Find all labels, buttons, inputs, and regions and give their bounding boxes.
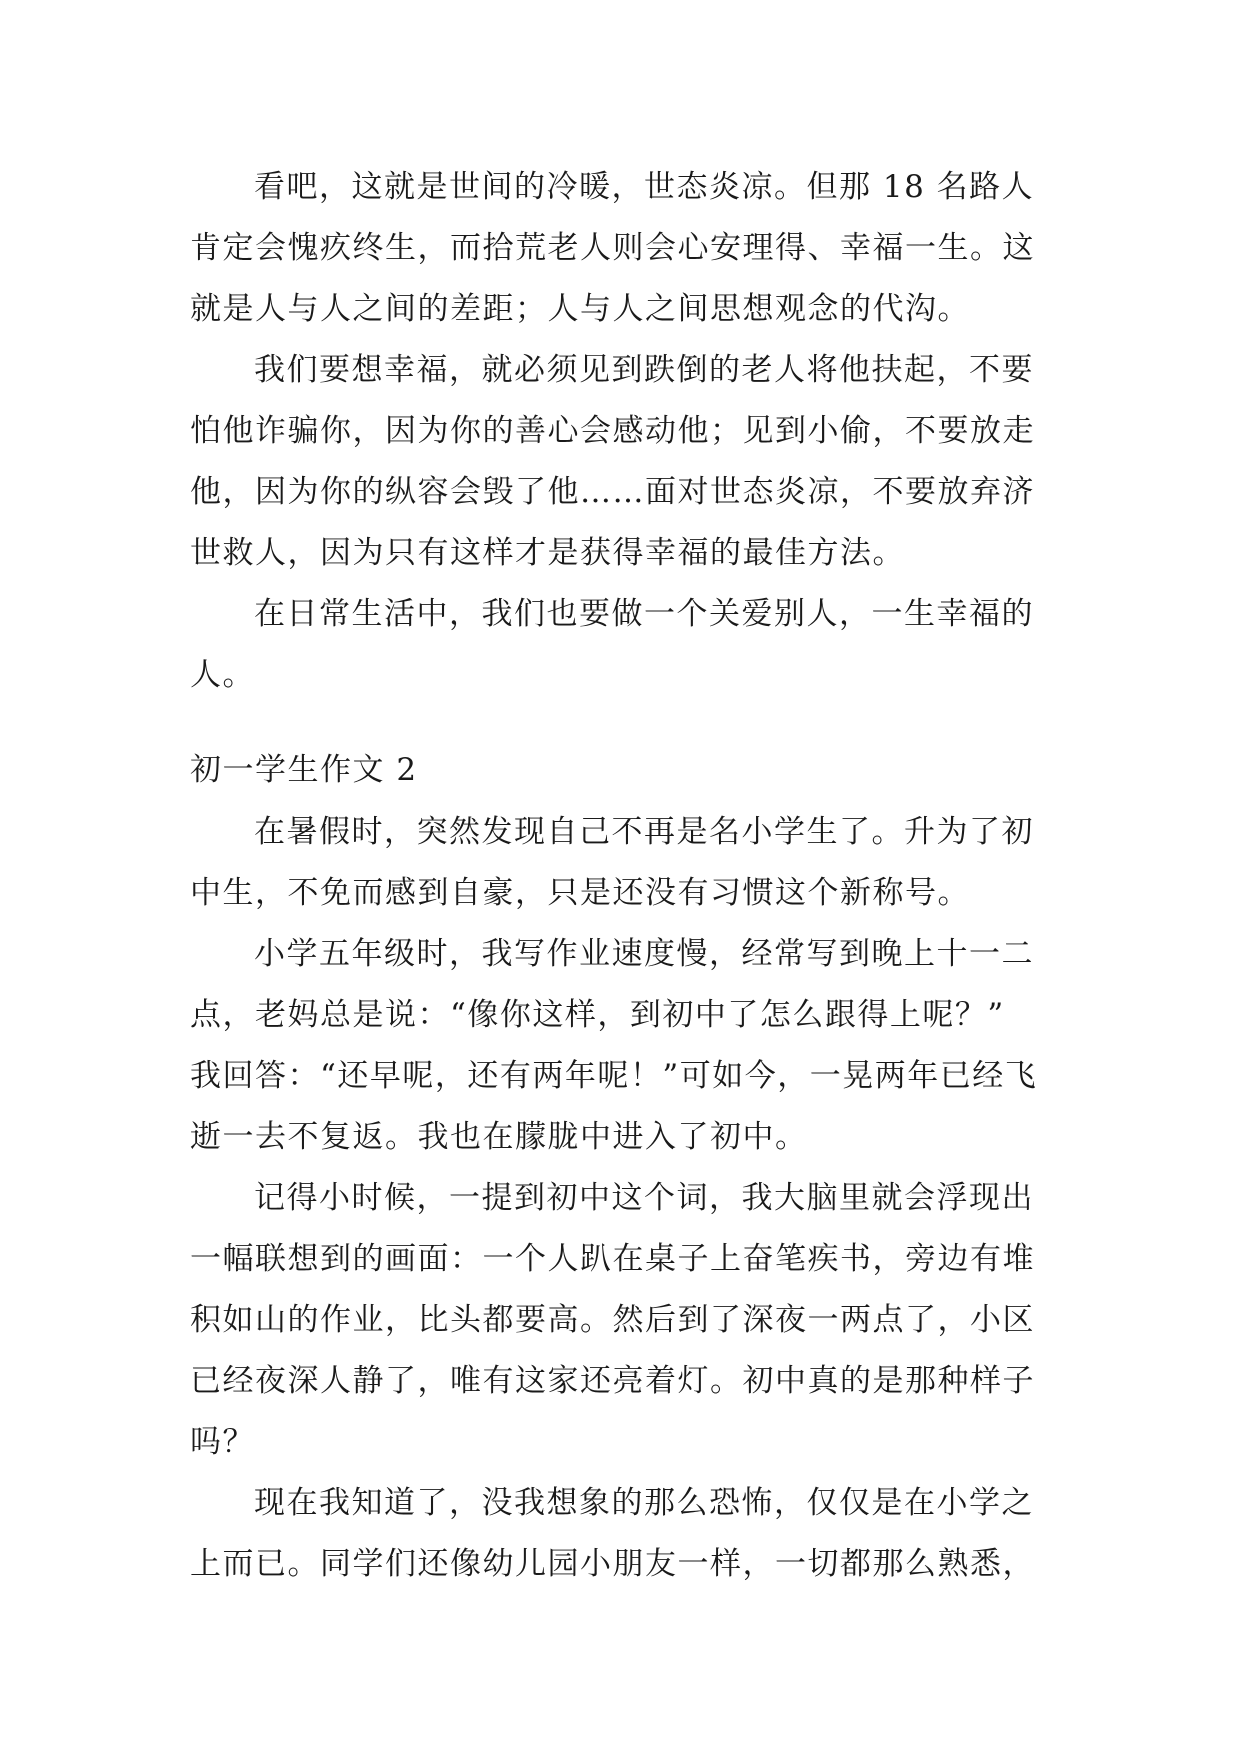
paragraph-line: 世救人，因为只有这样才是获得幸福的最佳方法。: [190, 535, 905, 571]
paragraph-line: 怕他诈骗你，因为你的善心会感动他；见到小偷，不要放走: [190, 413, 1035, 449]
paragraph-line: 上而已。同学们还像幼儿园小朋友一样，一切都那么熟悉，: [190, 1546, 1035, 1582]
paragraph-line: 积如山的作业，比头都要高。然后到了深夜一两点了，小区: [190, 1302, 1035, 1338]
paragraph-line: 在日常生活中，我们也要做一个关爱别人，一生幸福的: [254, 596, 1034, 632]
paragraph-line: 小学五年级时，我写作业速度慢，经常写到晚上十一二: [254, 936, 1034, 972]
paragraph-line: 一幅联想到的画面：一个人趴在桌子上奋笔疾书，旁边有堆: [190, 1241, 1035, 1277]
paragraph-line: 他，因为你的纵容会毁了他……面对世态炎凉，不要放弃济: [190, 474, 1035, 510]
paragraph-line: 中生，不免而感到自豪，只是还没有习惯这个新称号。: [190, 875, 970, 911]
paragraph-line: 就是人与人之间的差距；人与人之间思想观念的代沟。: [190, 291, 970, 327]
paragraph-line: 记得小时候，一提到初中这个词，我大脑里就会浮现出: [254, 1180, 1034, 1216]
section-heading: 初一学生作文 2: [190, 752, 418, 788]
paragraph-line: 在暑假时，突然发现自己不再是名小学生了。升为了初: [254, 814, 1034, 850]
paragraph-line: 已经夜深人静了，唯有这家还亮着灯。初中真的是那种样子: [190, 1363, 1035, 1399]
paragraph-line: 点，老妈总是说：“像你这样，到初中了怎么跟得上呢？”: [190, 997, 1005, 1033]
paragraph-line: 看吧，这就是世间的冷暖，世态炎凉。但那 18 名路人: [254, 169, 1035, 205]
paragraph-line: 现在我知道了，没我想象的那么恐怖，仅仅是在小学之: [254, 1485, 1034, 1521]
paragraph-line: 逝一去不复返。我也在朦胧中进入了初中。: [190, 1119, 808, 1155]
paragraph-line: 吗？: [190, 1424, 255, 1460]
paragraph-line: 人。: [190, 657, 255, 693]
paragraph-line: 肯定会愧疚终生，而拾荒老人则会心安理得、幸福一生。这: [190, 230, 1035, 266]
paragraph-line: 我回答：“还早呢，还有两年呢！”可如今，一晃两年已经飞: [190, 1058, 1038, 1094]
paragraph-line: 我们要想幸福，就必须见到跌倒的老人将他扶起，不要: [254, 352, 1034, 388]
